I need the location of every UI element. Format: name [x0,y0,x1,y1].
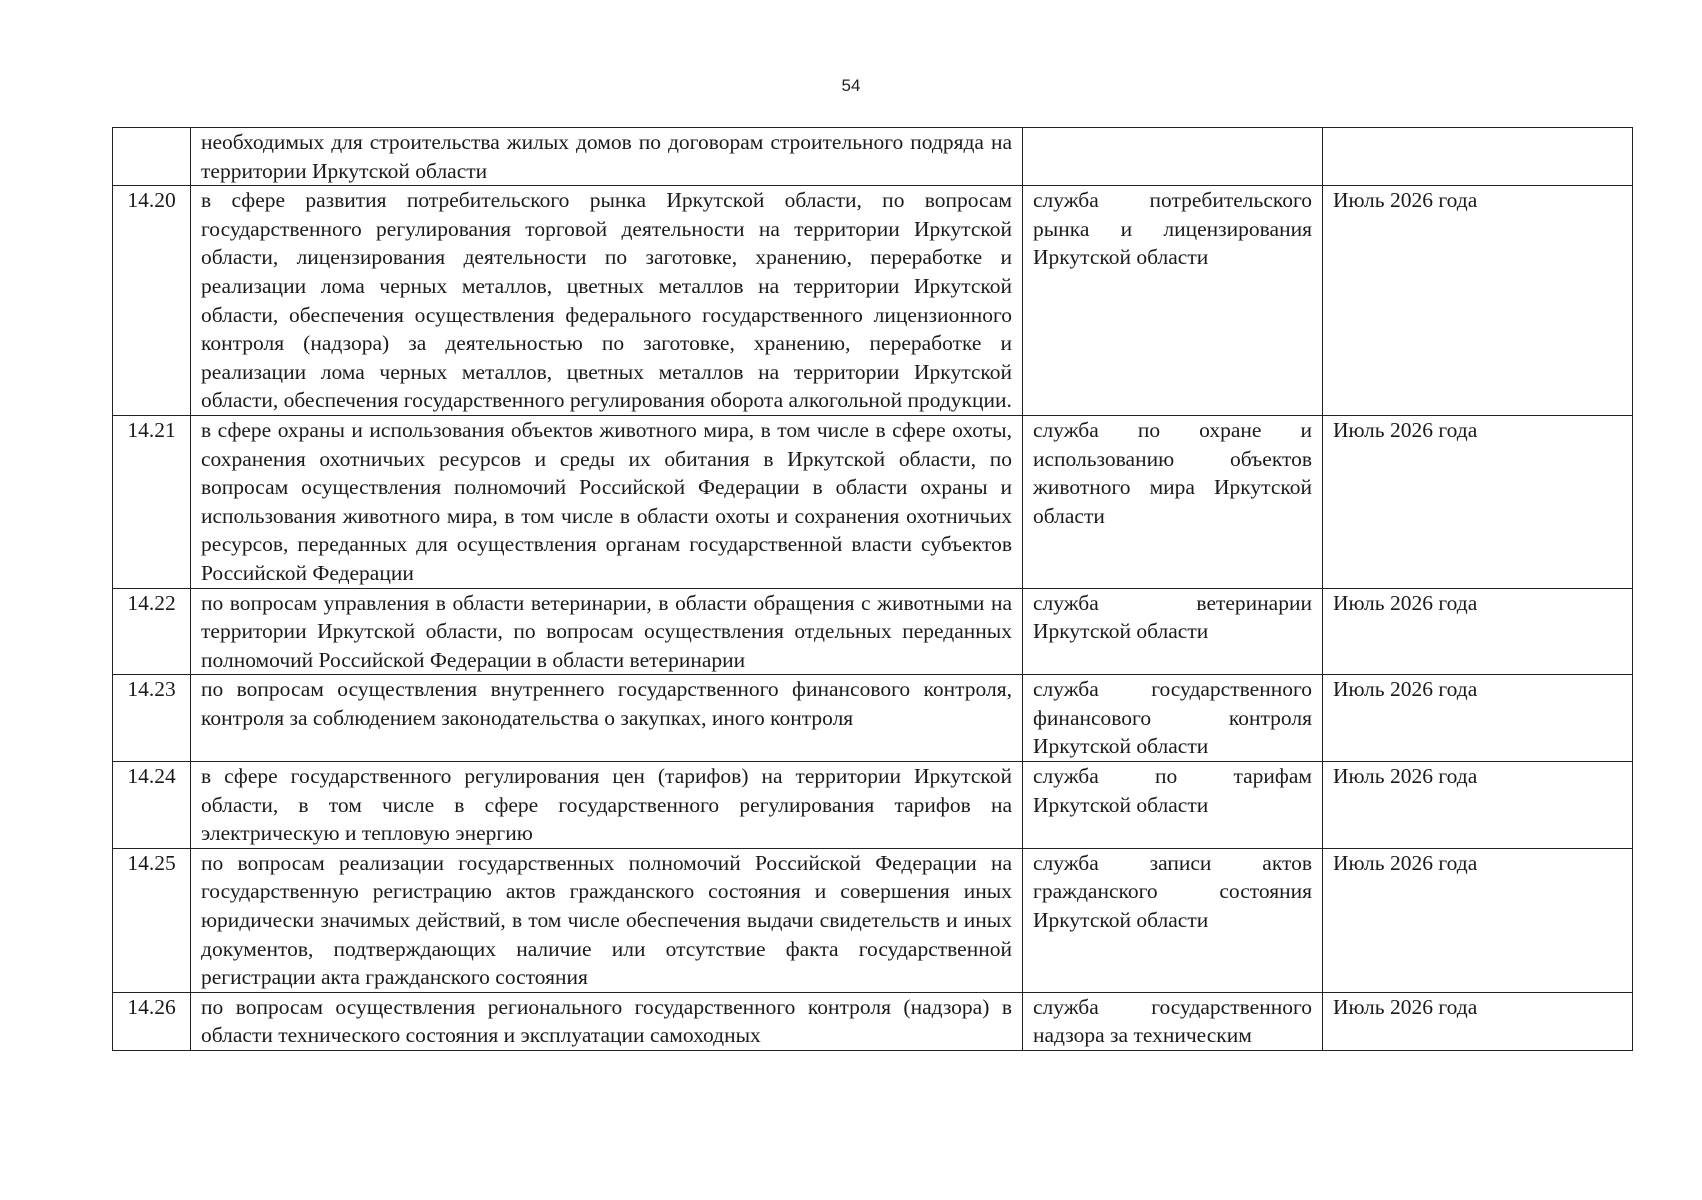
row-deadline [1323,128,1633,186]
table-row [113,675,1633,762]
row-description: по вопросам управления в области ветеринарии, в области обращения с животными на территории Иркутской области, по вопросам осуществления отдельных переданных полномочий Российской Федерации в области ветеринарии [191,588,1023,675]
row-number: 14.22 [113,588,191,675]
table-row [113,128,1633,186]
row-organization [1023,992,1323,1050]
table-row [113,186,1633,416]
row-deadline: Июль 2026 года [1323,588,1633,675]
row-description: необходимых для строительства жилых домов по договорам строительного подряда на территории Иркутской области [191,128,1023,186]
row-deadline [1323,992,1633,1050]
row-description: в сфере государственного регулирования цен (тарифов) на территории Иркутской области, в том числе в сфере государственного регулирования тарифов на электрическую и тепловую энергию [191,762,1023,849]
row-description: по вопросам осуществления внутреннего государственного финансового контроля, контроля за соблюдением законодательства о закупках, иного контроля [191,675,1023,762]
row-organization: служба по охране и использованию объектов животного мира Иркутской области [1023,415,1323,588]
row-number: 14.20 [113,186,191,416]
row-description [191,992,1023,1050]
table-row [113,848,1633,992]
document-table [112,127,1633,1051]
row-number: 14.25 [113,848,191,992]
page-number: 54 [841,76,861,95]
row-organization: служба государственного финансового контроля Иркутской области [1023,675,1323,762]
table-row [113,588,1633,675]
table-row [113,992,1633,1050]
row-deadline: Июль 2026 года [1323,415,1633,588]
row-number: 14.23 [113,675,191,762]
row-description-text: по вопросам осуществления регионального государственного контроля (надзора) в области технического состояния и эксплуатации самоходных [201,994,1012,1048]
row-number [113,128,191,186]
table-row [113,762,1633,849]
row-deadline: Июль 2026 года [1323,186,1633,416]
row-description: в сфере охраны и использования объектов животного мира, в том числе в сфере охоты, сохранения охотничьих ресурсов и среды их обитания в Иркутской области, по вопросам осуществления полномочий Российской Федерации в области охраны и использования животного мира, в том числе в области охоты и сохранения охотничьих ресурсов, переданных для осуществления органам государственной власти субъектов Российской Федерации [191,415,1023,588]
row-number-text: 14.26 [127,994,176,1019]
row-deadline-text: Июль 2026 года [1333,994,1478,1019]
row-organization: служба по тарифам Иркутской области [1023,762,1323,849]
row-description: по вопросам реализации государственных полномочий Российской Федерации на государственную регистрацию актов гражданского состояния и совершения иных юридически значимых действий, в том числе обеспечения выдачи свидетельств и иных документов, подтверждающих наличие или отсутствие факта государственной регистрации акта гражданского состояния [191,848,1023,992]
row-number: 14.24 [113,762,191,849]
row-deadline: Июль 2026 года [1323,848,1633,992]
row-description: в сфере развития потребительского рынка Иркутской области, по вопросам государственного регулирования торговой деятельности на территории Иркутской области, лицензирования деятельности по заготовке, хранению, переработке и реализации лома черных металлов, цветных металлов на территории Иркутской области, обеспечения осуществления федерального государственного лицензионного контроля (надзора) за деятельностью по заготовке, хранению, переработке и реализации лома черных металлов, цветных металлов на территории Иркутской области, обеспечения государственного регулирования оборота алкогольной продукции. [191,186,1023,416]
row-organization-text: служба государственного надзора за техническим [1033,994,1312,1048]
row-number: 14.21 [113,415,191,588]
row-organization: служба ветеринарии Иркутской области [1023,588,1323,675]
row-organization [1023,128,1323,186]
table-row [113,415,1633,588]
row-organization: служба записи актов гражданского состояния Иркутской области [1023,848,1323,992]
row-deadline: Июль 2026 года [1323,762,1633,849]
row-number [113,992,191,1050]
row-deadline: Июль 2026 года [1323,675,1633,762]
row-organization: служба потребительского рынка и лицензирования Иркутской области [1023,186,1323,416]
